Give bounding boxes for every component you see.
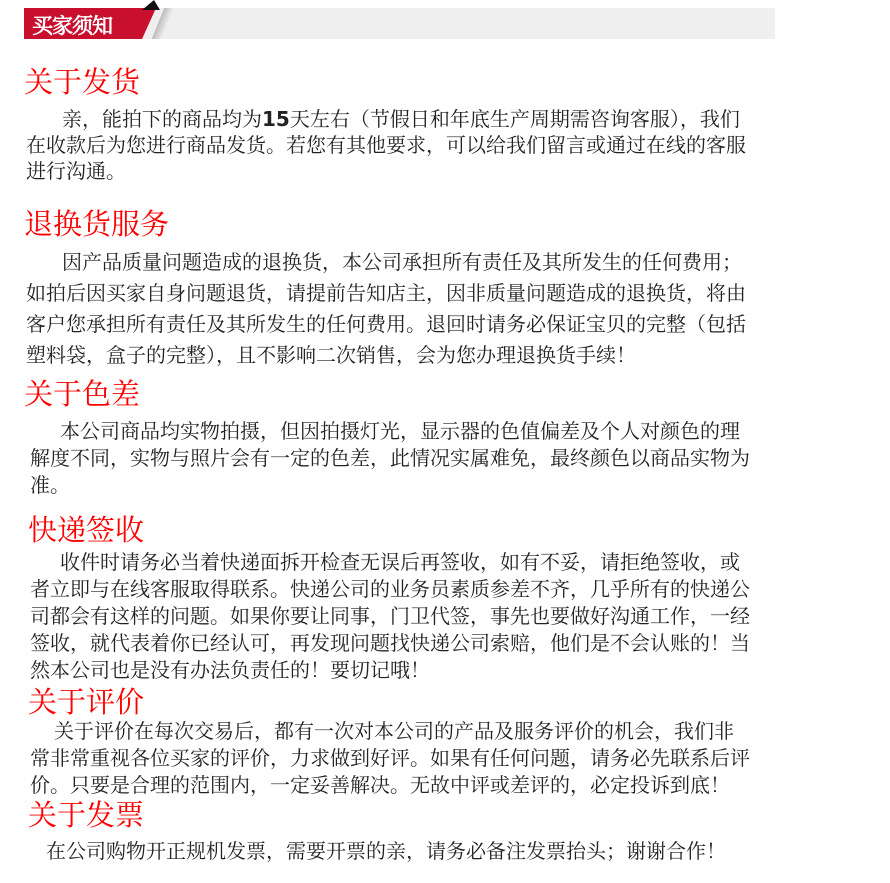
section-paragraph <box>26 106 746 184</box>
header-title: 买家须知 <box>32 13 112 38</box>
section-title: 关于色差 <box>24 377 141 411</box>
paragraph-line: 解度不同，实物与照片会有一定的色差，此情况实属难免，最终颜色以商品实物为 <box>30 446 750 470</box>
section-paragraph <box>26 247 746 371</box>
section-title: 退换货服务 <box>24 207 170 241</box>
section-paragraph <box>30 549 750 684</box>
paragraph-line: 签收，就代表着你已经认可，再发现问题找快递公司索赔，他们是不会认账的！当 <box>30 631 750 655</box>
section-title: 关于发货 <box>24 65 141 99</box>
paragraph-line: 准。 <box>30 473 70 497</box>
header-bar <box>24 8 775 39</box>
paragraph-line: 进行沟通。 <box>26 159 126 183</box>
section-title: 快递签收 <box>28 513 145 547</box>
paragraph-line: 价。只要是合理的范围内，一定妥善解决。无故中评或差评的，必定投诉到底！ <box>30 773 730 797</box>
paragraph-line: 塑料袋，盒子的完整），且不影响二次销售，会为您办理退换货手续！ <box>26 343 636 367</box>
paragraph-line: 司都会有这样的问题。如果你要让同事，门卫代签，事先也要做好沟通工作，一经 <box>30 604 750 628</box>
header-corner-decoration <box>142 0 160 10</box>
section-paragraph <box>30 418 750 499</box>
paragraph-line: 常非常重视各位买家的评价，力求做到好评。如果有任何问题，请务必先联系后评 <box>30 746 750 770</box>
paragraph-line: 因产品质量问题造成的退换货，本公司承担所有责任及其所发生的任何费用； <box>62 250 742 274</box>
header-title-box <box>24 8 142 39</box>
paragraph-line: 在收款后为您进行商品发货。若您有其他要求，可以给我们留言或通过在线的客服 <box>26 133 746 157</box>
paragraph-line: 本公司商品均实物拍摄，但因拍摄灯光，显示器的色值偏差及个人对颜色的理 <box>60 419 740 443</box>
paragraph-line: 者立即与在线客服取得联系。快递公司的业务员素质参差不齐，几乎所有的快递公 <box>30 577 750 601</box>
paragraph-line: 在公司购物开正规机发票，需要开票的亲，请务必备注发票抬头；谢谢合作！ <box>46 839 726 863</box>
paragraph-line: 然本公司也是没有办法负责任的！要切记哦！ <box>30 658 430 682</box>
section-title: 关于评价 <box>28 685 145 719</box>
section-paragraph <box>30 838 726 865</box>
paragraph-line: 收件时请务必当着快递面拆开检查无误后再签收，如有不妥，请拒绝签收，或 <box>60 550 740 574</box>
section-paragraph <box>30 718 750 799</box>
paragraph-line: 亲，能拍下的商品均为15天左右（节假日和年底生产周期需咨询客服），我们 <box>62 107 740 131</box>
paragraph-line: 如拍后因买家自身问题退货，请提前告知店主，因非质量问题造成的退换货，将由 <box>26 281 746 305</box>
paragraph-line: 客户您承担所有责任及其所发生的任何费用。退回时请务必保证宝贝的完整（包括 <box>26 312 746 336</box>
paragraph-line: 关于评价在每次交易后，都有一次对本公司的产品及服务评价的机会，我们非 <box>54 719 734 743</box>
section-title: 关于发票 <box>28 798 145 832</box>
